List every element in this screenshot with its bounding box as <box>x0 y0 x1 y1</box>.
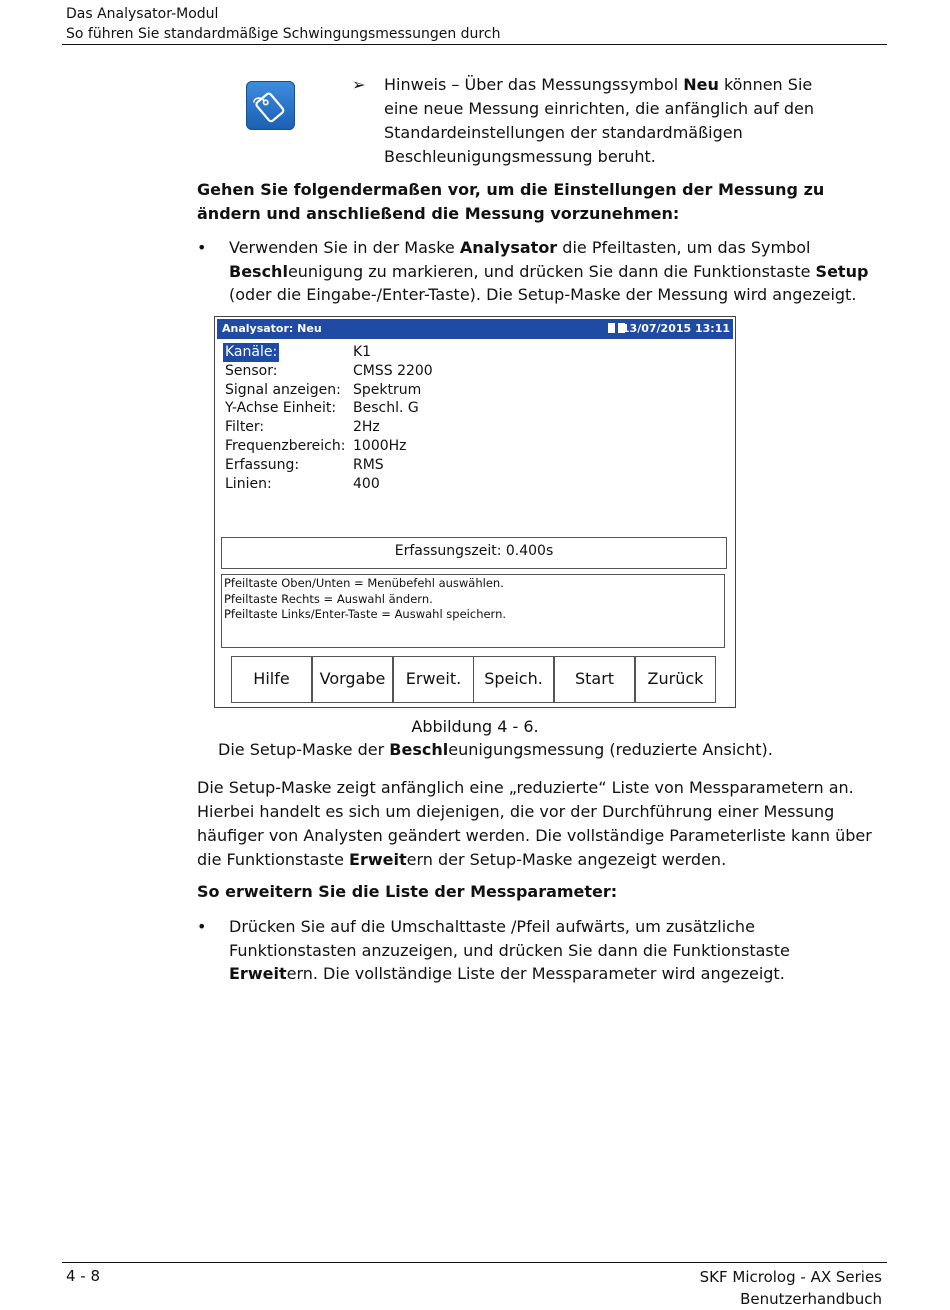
button-label: Zurück <box>647 669 704 688</box>
header-section: So führen Sie standardmäßige Schwingungsmessungen durch <box>66 26 501 42</box>
note-text-part: Hinweis – Über das Messungssymbol <box>384 75 684 94</box>
extend-button[interactable] <box>393 656 474 703</box>
button-label: Speich. <box>484 669 543 688</box>
note-text-part: können Sie eine neue Messung einrichten, die anfänglich auf den Standardeinstellungen der standardmäßigen Beschleunigungsmessung beruht. <box>384 75 815 166</box>
text-part: Die Setup-Maske zeigt anfänglich eine „reduzierte“ Liste von Messparametern an. Hierbei handelt es sich um diejenigen, die vor der Durchführung einer Messung häufiger von Analysten geändert werden. Die vollständige Parameterliste kann über die Funktionstaste <box>197 778 872 869</box>
procedure-heading: Gehen Sie folgendermaßen vor, um die Einstellungen der Messung zu ändern und anschließend die Messung vorzunehmen: <box>197 180 825 223</box>
footer-product-name: SKF Microlog - AX Series <box>699 1268 882 1286</box>
parameter-label: Signal anzeigen: <box>225 381 341 398</box>
capture-time-box <box>221 537 727 569</box>
parameter-value: 400 <box>353 475 380 492</box>
parameter-row[interactable] <box>223 362 523 381</box>
parameter-row[interactable] <box>223 456 523 475</box>
help-button[interactable] <box>231 656 312 703</box>
help-line: Pfeiltaste Rechts = Auswahl ändern. <box>224 591 433 606</box>
footer-rule <box>62 1262 887 1263</box>
figure-caption <box>218 738 773 762</box>
save-button[interactable] <box>473 656 554 703</box>
body-paragraph <box>197 776 887 872</box>
parameter-row[interactable] <box>223 399 523 418</box>
parameter-label: Erfassung: <box>225 456 300 473</box>
bold-term: Setup <box>815 261 869 281</box>
help-text-box <box>221 574 725 648</box>
screen-titlebar <box>217 319 733 339</box>
bold-term: Beschl <box>229 261 288 281</box>
parameter-value: CMSS 2200 <box>353 362 433 379</box>
footer-manual-name: Benutzerhandbuch <box>740 1290 882 1308</box>
default-button[interactable] <box>312 656 393 703</box>
bold-term: Analysator <box>459 238 558 257</box>
parameter-value: 2Hz <box>353 419 380 436</box>
text-part: eunigung zu markieren, und drücken Sie dann die Funktionstaste <box>287 261 816 281</box>
header-rule <box>62 44 887 45</box>
memory-card-icon <box>608 323 615 333</box>
bullet-text <box>229 236 881 307</box>
parameter-row[interactable] <box>223 437 523 456</box>
parameter-list <box>223 343 523 493</box>
screen-datetime: 13/07/2015 13:11 <box>621 322 730 335</box>
parameter-row[interactable] <box>223 381 523 400</box>
start-button[interactable] <box>554 656 635 703</box>
parameter-value: K1 <box>353 344 372 360</box>
caption-bold-term: Beschl <box>389 740 449 759</box>
capture-time: Erfassungszeit: 0.400s <box>394 543 554 559</box>
running-header <box>66 4 500 44</box>
parameter-label: Frequenzbereich: <box>225 437 346 454</box>
text-part: ern. Die vollständige Liste der Messparameter wird angezeigt. <box>286 964 785 983</box>
back-button[interactable] <box>635 656 716 703</box>
text-part: Verwenden Sie in der Maske <box>229 238 460 257</box>
parameter-value: 1000Hz <box>353 437 407 454</box>
tag-icon <box>246 81 295 130</box>
procedure-heading: So erweitern Sie die Liste der Messparameter: <box>197 882 618 901</box>
parameter-label: Y-Achse Einheit: <box>225 400 337 417</box>
bold-term: Erweit <box>229 964 287 983</box>
parameter-value: Beschl. G <box>353 400 419 417</box>
header-chapter: Das Analysator-Modul <box>66 6 219 22</box>
arrow-bullet-icon: ➢ <box>352 75 366 94</box>
caption-part: Die Setup-Maske der <box>218 740 390 759</box>
setup-screen-figure <box>214 316 736 708</box>
text-part: Drücken Sie auf die Umschalttaste /Pfeil aufwärts, um zusätzliche Funktionstasten anzuzeigen, und drücken Sie dann die Funktionstaste <box>229 917 790 960</box>
button-label: Vorgabe <box>319 669 386 688</box>
note-text <box>384 73 844 169</box>
parameter-value: Spektrum <box>353 381 422 398</box>
button-label: Erweit. <box>405 669 462 688</box>
caption-part: eunigungsmessung (reduzierte Ansicht). <box>448 740 773 759</box>
button-label: Start <box>574 669 615 688</box>
bullet-icon: • <box>197 238 207 257</box>
text-part: ern der Setup-Maske angezeigt werden. <box>406 850 727 869</box>
parameter-value: RMS <box>353 456 384 473</box>
button-label: Hilfe <box>253 669 290 688</box>
page-number: 4 - 8 <box>66 1267 101 1285</box>
note-bold-term: Neu <box>683 75 719 94</box>
text-part: (oder die Eingabe-/Enter-Taste). Die Setup-Maske der Messung wird angezeigt. <box>229 285 857 304</box>
parameter-row[interactable] <box>223 343 523 362</box>
help-line: Pfeiltaste Oben/Unten = Menübefehl auswählen. <box>224 576 504 590</box>
bullet-text <box>229 915 881 986</box>
screen-title: Analysator: Neu <box>222 322 322 335</box>
parameter-label: Sensor: <box>225 362 278 379</box>
figure-number: Abbildung 4 - 6. <box>411 717 539 736</box>
help-line: Pfeiltaste Links/Enter-Taste = Auswahl speichern. <box>224 607 507 621</box>
parameter-label: Linien: <box>225 475 272 492</box>
bold-term: Erweit <box>349 850 407 869</box>
text-part: die Pfeiltasten, um das Symbol <box>557 238 811 257</box>
parameter-row[interactable] <box>223 475 523 494</box>
parameter-label: Filter: <box>225 419 265 436</box>
parameter-row[interactable] <box>223 418 523 437</box>
parameter-label: Kanäle: <box>225 344 278 360</box>
bullet-icon: • <box>197 917 207 936</box>
footer-product <box>700 1266 882 1310</box>
